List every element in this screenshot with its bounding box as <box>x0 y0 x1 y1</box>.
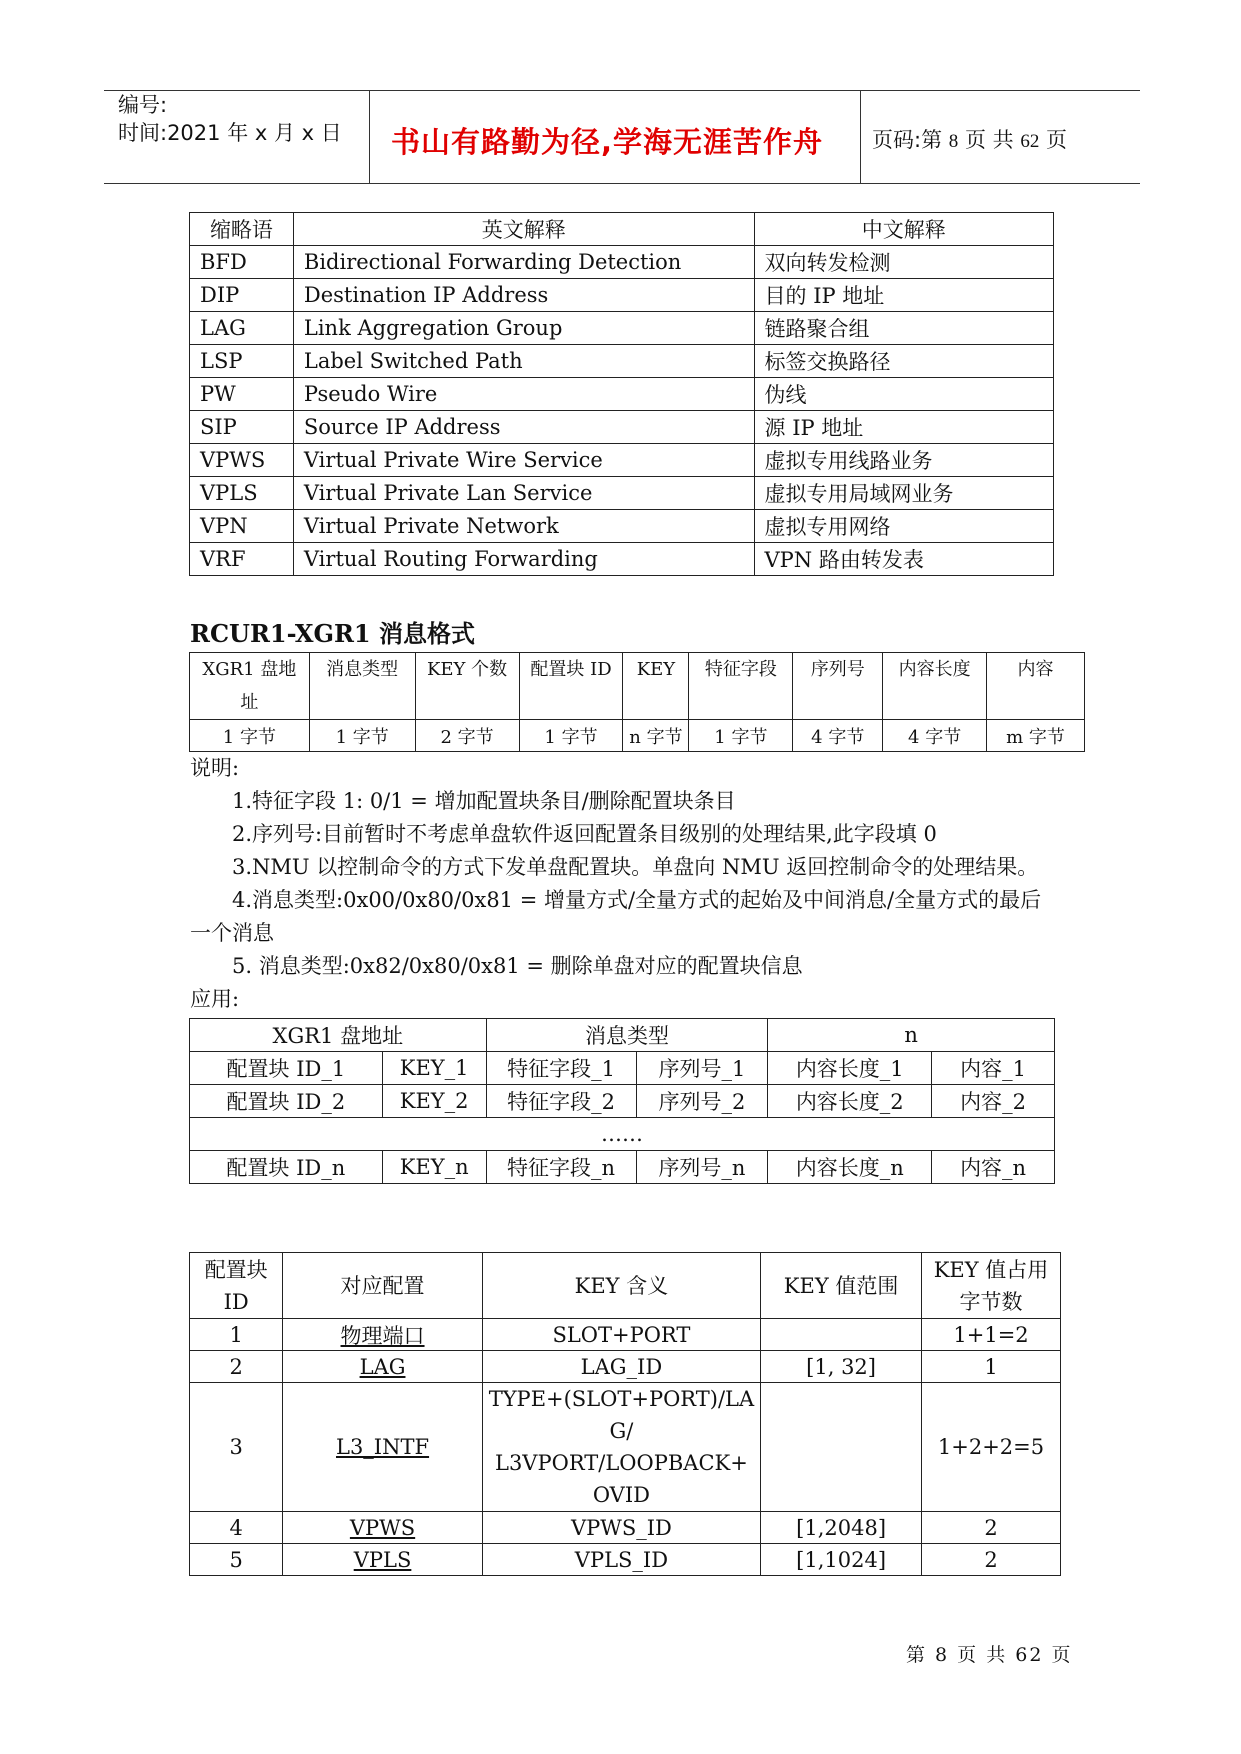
app-cell: 序列号_n <box>636 1151 768 1184</box>
english-cell: Source IP Address <box>293 411 754 444</box>
app-header-cell: n <box>768 1019 1055 1052</box>
app-cell: 内容长度_1 <box>768 1052 932 1085</box>
table-row <box>190 312 1054 345</box>
page-mid: 页 共 <box>964 128 1014 152</box>
cfg-header-cell <box>190 1253 283 1319</box>
format-header-cell: 序列号 <box>793 653 883 720</box>
format-size-cell: 1 字节 <box>309 720 415 752</box>
page-total: 62 <box>1020 131 1040 152</box>
english-cell: Virtual Private Lan Service <box>293 477 754 510</box>
table-row <box>190 477 1054 510</box>
table-row <box>190 345 1054 378</box>
page-number: 8 <box>948 131 959 152</box>
app-header-cell: XGR1 盘地址 <box>190 1019 487 1052</box>
abbr-cell: VPWS <box>190 444 294 477</box>
chinese-cell: 源 IP 地址 <box>754 411 1053 444</box>
section-title: RCUR1-XGR1 消息格式 <box>190 619 475 648</box>
note-item-continuation: 一个消息 <box>190 921 274 945</box>
table-row <box>190 246 1054 279</box>
doc-time: 时间:2021 年 x 月 x 日 <box>118 121 342 145</box>
cfg-range-cell <box>761 1383 922 1512</box>
table-row <box>190 1085 1055 1118</box>
header-divider-right <box>860 90 861 183</box>
header-cell: 中文解释 <box>754 213 1053 246</box>
page-suffix: 页 <box>1046 128 1068 152</box>
app-cell: 内容_2 <box>932 1085 1055 1118</box>
cfg-key-line: TYPE+(SLOT+PORT)/LA <box>488 1387 755 1411</box>
cfg-id-cell: 4 <box>190 1512 283 1544</box>
cfg-key-line: G/ <box>609 1419 634 1443</box>
chinese-cell: 链路聚合组 <box>754 312 1053 345</box>
cfg-bytes-cell: 1 <box>922 1351 1061 1383</box>
chinese-cell: VPN 路由转发表 <box>754 543 1053 576</box>
header-page-indicator <box>872 124 1067 154</box>
cfg-config-cell <box>283 1512 482 1544</box>
note-item: 5. 消息类型:0x82/0x80/0x81 = 删除单盘对应的配置块信息 <box>232 954 803 978</box>
cfg-bytes-cell: 1+1=2 <box>922 1319 1061 1351</box>
app-cell: KEY_n <box>382 1151 486 1184</box>
cfg-id-cell: 5 <box>190 1544 283 1576</box>
cfg-header-line: ID <box>223 1289 249 1314</box>
cfg-config-link[interactable]: VPWS <box>349 1515 416 1540</box>
cfg-key-cell <box>482 1383 760 1512</box>
cfg-header-cell: 对应配置 <box>283 1253 482 1319</box>
app-cell: 内容_1 <box>932 1052 1055 1085</box>
app-cell: 配置块 ID_1 <box>190 1052 383 1085</box>
english-cell: Link Aggregation Group <box>293 312 754 345</box>
app-cell: 内容长度_n <box>768 1151 932 1184</box>
doc-number-label: 编号: <box>118 93 168 117</box>
cfg-config-cell <box>283 1319 482 1351</box>
app-cell: KEY_1 <box>382 1052 486 1085</box>
format-header-cell: 内容长度 <box>883 653 987 720</box>
format-header-cell: 消息类型 <box>309 653 415 720</box>
format-size-cell: 4 字节 <box>793 720 883 752</box>
cfg-config-link[interactable]: L3_INTF <box>336 1435 430 1459</box>
abbr-cell: PW <box>190 378 294 411</box>
page-prefix: 页码:第 <box>872 128 943 152</box>
app-cell: 配置块 ID_n <box>190 1151 383 1184</box>
message-format-table <box>189 652 1085 752</box>
cfg-config-cell <box>283 1351 482 1383</box>
chinese-cell: 虚拟专用局域网业务 <box>754 477 1053 510</box>
cfg-key-cell: VPWS_ID <box>482 1512 760 1544</box>
table-row <box>190 411 1054 444</box>
app-cell: 特征字段_2 <box>486 1085 636 1118</box>
table-row <box>190 543 1054 576</box>
abbr-cell: SIP <box>190 411 294 444</box>
page-footer: 第 8 页 共 62 页 <box>906 1644 1073 1666</box>
format-size-cell: 1 字节 <box>519 720 623 752</box>
chinese-cell: 双向转发检测 <box>754 246 1053 279</box>
app-header-cell: 消息类型 <box>486 1019 768 1052</box>
config-block-table <box>189 1252 1061 1576</box>
application-label: 应用: <box>190 987 240 1011</box>
chinese-cell: 伪线 <box>754 378 1053 411</box>
abbr-cell: BFD <box>190 246 294 279</box>
application-table <box>189 1018 1055 1184</box>
app-header-row <box>190 1019 1055 1052</box>
header-bottom-rule <box>104 183 1140 184</box>
english-cell: Label Switched Path <box>293 345 754 378</box>
format-header-cell: KEY 个数 <box>415 653 519 720</box>
cfg-bytes-cell: 2 <box>922 1544 1061 1576</box>
abbr-cell: VPLS <box>190 477 294 510</box>
header-cell: 缩略语 <box>190 213 294 246</box>
chinese-cell: 虚拟专用网络 <box>754 510 1053 543</box>
note-item: 4.消息类型:0x00/0x80/0x81 = 增量方式/全量方式的起始及中间消息/全量方式的最后 <box>232 888 1042 912</box>
cfg-header-cell: KEY 值范围 <box>761 1253 922 1319</box>
table-row <box>190 378 1054 411</box>
table-row <box>190 1351 1061 1383</box>
cfg-id-cell: 1 <box>190 1319 283 1351</box>
cfg-header-cell: KEY 含义 <box>482 1253 760 1319</box>
abbr-cell: LAG <box>190 312 294 345</box>
cfg-range-cell: [1,2048] <box>761 1512 922 1544</box>
english-cell: Virtual Private Wire Service <box>293 444 754 477</box>
table-row <box>190 1512 1061 1544</box>
cfg-range-cell: [1, 32] <box>761 1351 922 1383</box>
format-header-row <box>190 653 1085 720</box>
cfg-id-cell: 3 <box>190 1383 283 1512</box>
cfg-config-cell <box>283 1544 482 1576</box>
english-cell: Virtual Routing Forwarding <box>293 543 754 576</box>
cfg-key-cell: SLOT+PORT <box>482 1319 760 1351</box>
format-size-cell: 4 字节 <box>883 720 987 752</box>
app-cell: 内容长度_2 <box>768 1085 932 1118</box>
app-cell: 配置块 ID_2 <box>190 1085 383 1118</box>
format-size-row <box>190 720 1085 752</box>
english-cell: Bidirectional Forwarding Detection <box>293 246 754 279</box>
english-cell: Virtual Private Network <box>293 510 754 543</box>
cfg-header-line: KEY 值占用 <box>933 1257 1049 1282</box>
header-top-rule <box>104 90 1140 91</box>
abbr-cell: DIP <box>190 279 294 312</box>
abbr-cell: LSP <box>190 345 294 378</box>
format-header-cell: 配置块 ID <box>519 653 623 720</box>
header-cell: 英文解释 <box>293 213 754 246</box>
cfg-bytes-cell: 2 <box>922 1512 1061 1544</box>
format-header-cell: XGR1 盘地址 <box>190 653 310 720</box>
abbreviation-table <box>189 212 1054 576</box>
table-row <box>190 510 1054 543</box>
table-row <box>190 1383 1061 1512</box>
format-header-cell: 内容 <box>987 653 1085 720</box>
chinese-cell: 标签交换路径 <box>754 345 1053 378</box>
table-row <box>190 1544 1061 1576</box>
cfg-config-cell <box>283 1383 482 1512</box>
format-size-cell: m 字节 <box>987 720 1085 752</box>
abbreviation-table-header <box>190 213 1054 246</box>
header-divider-left <box>369 90 370 183</box>
cfg-config-link[interactable]: LAG <box>359 1354 406 1379</box>
ellipsis-cell: …… <box>190 1118 1055 1151</box>
table-row <box>190 279 1054 312</box>
notes-label: 说明: <box>190 756 240 780</box>
note-item: 1.特征字段 1: 0/1 = 增加配置块条目/删除配置块条目 <box>232 789 736 813</box>
format-size-cell: 2 字节 <box>415 720 519 752</box>
format-size-cell: 1 字节 <box>190 720 310 752</box>
cfg-key-line: OVID <box>592 1483 650 1507</box>
table-row <box>190 1319 1061 1351</box>
app-cell: 序列号_1 <box>636 1052 768 1085</box>
cfg-config-link[interactable]: VPLS <box>353 1547 412 1572</box>
cfg-header-line: 字节数 <box>959 1289 1023 1314</box>
format-size-cell: 1 字节 <box>689 720 793 752</box>
header-motto: 书山有路勤为径,学海无涯苦作舟 <box>390 125 824 159</box>
english-cell: Pseudo Wire <box>293 378 754 411</box>
app-cell: 特征字段_1 <box>486 1052 636 1085</box>
note-item: 2.序列号:目前暂时不考虑单盘软件返回配置条目级别的处理结果,此字段填 0 <box>232 822 937 846</box>
chinese-cell: 虚拟专用线路业务 <box>754 444 1053 477</box>
format-size-cell: n 字节 <box>623 720 689 752</box>
cfg-range-cell <box>761 1319 922 1351</box>
app-cell: 序列号_2 <box>636 1085 768 1118</box>
ellipsis-row <box>190 1118 1055 1151</box>
abbr-cell: VPN <box>190 510 294 543</box>
english-cell: Destination IP Address <box>293 279 754 312</box>
format-header-cell: 特征字段 <box>689 653 793 720</box>
cfg-header-line: 配置块 <box>204 1257 268 1282</box>
cfg-config-link[interactable]: 物理端口 <box>340 1323 425 1348</box>
cfg-key-line: L3VPORT/LOOPBACK+ <box>495 1451 748 1475</box>
cfg-header-row <box>190 1253 1061 1319</box>
cfg-id-cell: 2 <box>190 1351 283 1383</box>
table-row <box>190 1052 1055 1085</box>
chinese-cell: 目的 IP 地址 <box>754 279 1053 312</box>
cfg-key-cell: LAG_ID <box>482 1351 760 1383</box>
cfg-header-cell <box>922 1253 1061 1319</box>
cfg-key-cell: VPLS_ID <box>482 1544 760 1576</box>
format-header-cell: KEY <box>623 653 689 720</box>
table-row <box>190 444 1054 477</box>
cfg-bytes-cell: 1+2+2=5 <box>922 1383 1061 1512</box>
app-cell: 内容_n <box>932 1151 1055 1184</box>
app-cell: 特征字段_n <box>486 1151 636 1184</box>
note-item: 3.NMU 以控制命令的方式下发单盘配置块。单盘向 NMU 返回控制命令的处理结果。 <box>232 855 1039 879</box>
table-row <box>190 1151 1055 1184</box>
abbr-cell: VRF <box>190 543 294 576</box>
app-cell: KEY_2 <box>382 1085 486 1118</box>
cfg-range-cell: [1,1024] <box>761 1544 922 1576</box>
